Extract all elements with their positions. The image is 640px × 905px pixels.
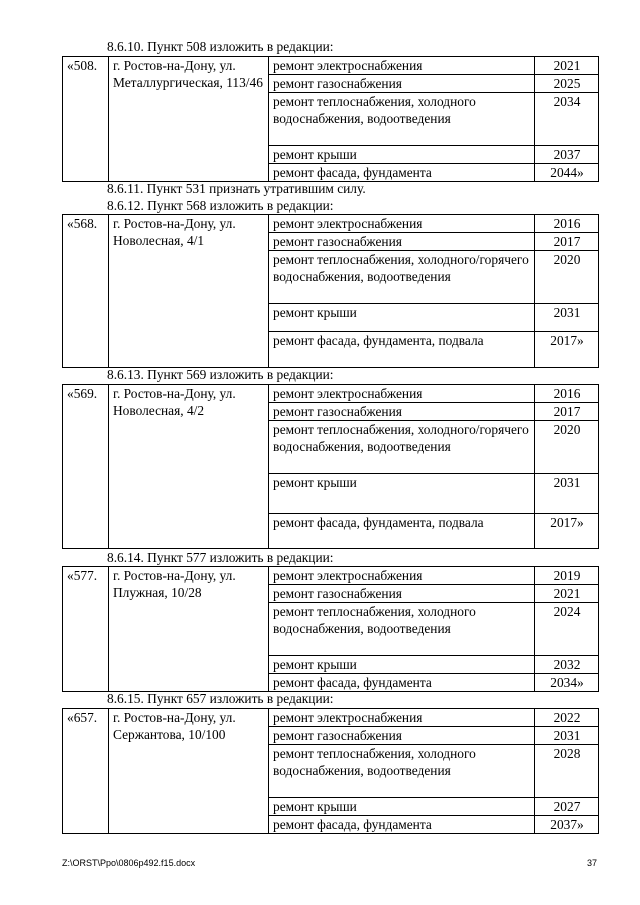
year-cell: 2034 xyxy=(535,93,599,146)
year-cell: 2037 xyxy=(535,146,599,164)
item-address: г. Ростов-на-Дону, ул. Металлургическая, 113/46 xyxy=(109,57,269,182)
year-cell: 2031 xyxy=(535,474,599,514)
work-cell: ремонт крыши xyxy=(269,146,535,164)
work-cell: ремонт фасада, фундамента, подвала xyxy=(269,514,535,549)
heading-8-6-15: 8.6.15. Пункт 657 изложить в редакции: xyxy=(107,691,334,706)
year-cell: 2021 xyxy=(535,585,599,603)
work-cell: ремонт фасада, фундамента xyxy=(269,674,535,692)
work-cell: ремонт электроснабжения xyxy=(269,385,535,403)
heading-8-6-11: 8.6.11. Пункт 531 признать утратившим силу. xyxy=(107,181,366,196)
year-cell: 2020 xyxy=(535,251,599,304)
item-table-568 xyxy=(62,214,599,368)
item-address: г. Ростов-на-Дону, ул. Плужная, 10/28 xyxy=(109,567,269,692)
heading-8-6-14: 8.6.14. Пункт 577 изложить в редакции: xyxy=(107,550,334,565)
work-cell: ремонт фасада, фундамента, подвала xyxy=(269,332,535,368)
work-cell: ремонт фасада, фундамента xyxy=(269,164,535,182)
year-cell: 2017 xyxy=(535,233,599,251)
year-cell: 2016 xyxy=(535,215,599,233)
year-cell: 2028 xyxy=(535,745,599,798)
heading-8-6-12: 8.6.12. Пункт 568 изложить в редакции: xyxy=(107,198,334,213)
work-cell: ремонт крыши xyxy=(269,304,535,332)
work-cell: ремонт газоснабжения xyxy=(269,585,535,603)
work-cell: ремонт крыши xyxy=(269,474,535,514)
work-cell: ремонт газоснабжения xyxy=(269,727,535,745)
work-cell: ремонт теплоснабжения, холодного/горячего водоснабжения, водоотведения xyxy=(269,421,535,474)
year-cell: 2021 xyxy=(535,57,599,75)
year-cell: 2024 xyxy=(535,603,599,656)
work-cell: ремонт газоснабжения xyxy=(269,403,535,421)
work-cell: ремонт фасада, фундамента xyxy=(269,816,535,834)
work-cell: ремонт газоснабжения xyxy=(269,233,535,251)
item-address: г. Ростов-на-Дону, ул. Новолесная, 4/2 xyxy=(109,385,269,549)
work-cell: ремонт крыши xyxy=(269,798,535,816)
item-number: «657. xyxy=(63,709,109,834)
year-cell: 2020 xyxy=(535,421,599,474)
work-cell: ремонт электроснабжения xyxy=(269,57,535,75)
year-cell: 2031 xyxy=(535,727,599,745)
item-number: «568. xyxy=(63,215,109,368)
year-cell: 2044» xyxy=(535,164,599,182)
year-cell: 2031 xyxy=(535,304,599,332)
footer-file-path: Z:\ORST\Ppo\0806p492.f15.docx xyxy=(62,858,196,868)
work-cell: ремонт крыши xyxy=(269,656,535,674)
work-cell: ремонт теплоснабжения, холодного водоснабжения, водоотведения xyxy=(269,745,535,798)
item-address: г. Ростов-на-Дону, ул. Сержантова, 10/100 xyxy=(109,709,269,834)
year-cell: 2027 xyxy=(535,798,599,816)
year-cell: 2037» xyxy=(535,816,599,834)
year-cell: 2025 xyxy=(535,75,599,93)
year-cell: 2016 xyxy=(535,385,599,403)
year-cell: 2022 xyxy=(535,709,599,727)
item-table-577 xyxy=(62,566,599,692)
year-cell: 2017 xyxy=(535,403,599,421)
item-table-657 xyxy=(62,708,599,834)
item-number: «508. xyxy=(63,57,109,182)
work-cell: ремонт теплоснабжения, холодного/горячего водоснабжения, водоотведения xyxy=(269,251,535,304)
item-table-508 xyxy=(62,56,599,182)
work-cell: ремонт газоснабжения xyxy=(269,75,535,93)
work-cell: ремонт электроснабжения xyxy=(269,709,535,727)
item-number: «577. xyxy=(63,567,109,692)
year-cell: 2032 xyxy=(535,656,599,674)
heading-8-6-13: 8.6.13. Пункт 569 изложить в редакции: xyxy=(107,367,334,382)
footer-page-number: 37 xyxy=(587,858,598,868)
item-number: «569. xyxy=(63,385,109,549)
year-cell: 2017» xyxy=(535,332,599,368)
work-cell: ремонт теплоснабжения, холодного водоснабжения, водоотведения xyxy=(269,603,535,656)
work-cell: ремонт электроснабжения xyxy=(269,215,535,233)
year-cell: 2017» xyxy=(535,514,599,549)
work-cell: ремонт электроснабжения xyxy=(269,567,535,585)
work-cell: ремонт теплоснабжения, холодного водоснабжения, водоотведения xyxy=(269,93,535,146)
year-cell: 2019 xyxy=(535,567,599,585)
item-table-569 xyxy=(62,384,599,549)
year-cell: 2034» xyxy=(535,674,599,692)
heading-8-6-10: 8.6.10. Пункт 508 изложить в редакции: xyxy=(107,39,334,54)
item-address: г. Ростов-на-Дону, ул. Новолесная, 4/1 xyxy=(109,215,269,368)
